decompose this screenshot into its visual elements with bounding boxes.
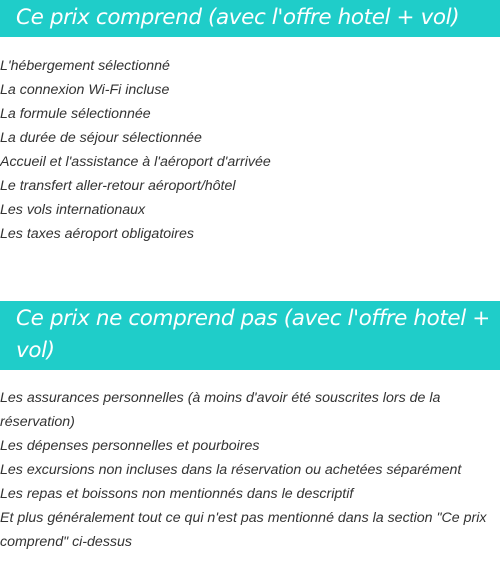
list-item: Les excursions non incluses dans la réservation ou achetées séparément: [0, 462, 462, 478]
list-item: Les taxes aéroport obligatoires: [0, 226, 195, 242]
list-item: Les assurances personnelles (à moins d'avoir été souscrites lors de la réservation): [0, 390, 441, 430]
list-item: Accueil et l'assistance à l'aéroport d'arrivée: [0, 154, 271, 170]
included-list: [0, 54, 500, 246]
excluded-list: [0, 386, 500, 554]
list-item: Et plus généralement tout ce qui n'est pas mentionné dans la section "Ce prix comprend" ci-dessus: [0, 510, 487, 550]
list-item: Les vols internationaux: [0, 202, 146, 218]
list-item: Le transfert aller-retour aéroport/hôtel: [0, 178, 236, 194]
list-item: Les repas et boissons non mentionnés dans le descriptif: [0, 486, 354, 502]
list-item: La formule sélectionnée: [0, 106, 151, 122]
list-item: L'hébergement sélectionné: [0, 58, 170, 74]
list-item: Les dépenses personnelles et pourboires: [0, 438, 260, 454]
included-section-title: Ce prix comprend (avec l'offre hotel + vol): [0, 0, 500, 37]
excluded-section-title: Ce prix ne comprend pas (avec l'offre hotel + vol): [0, 301, 500, 370]
list-item: La durée de séjour sélectionnée: [0, 130, 202, 146]
list-item: La connexion Wi-Fi incluse: [0, 82, 170, 98]
